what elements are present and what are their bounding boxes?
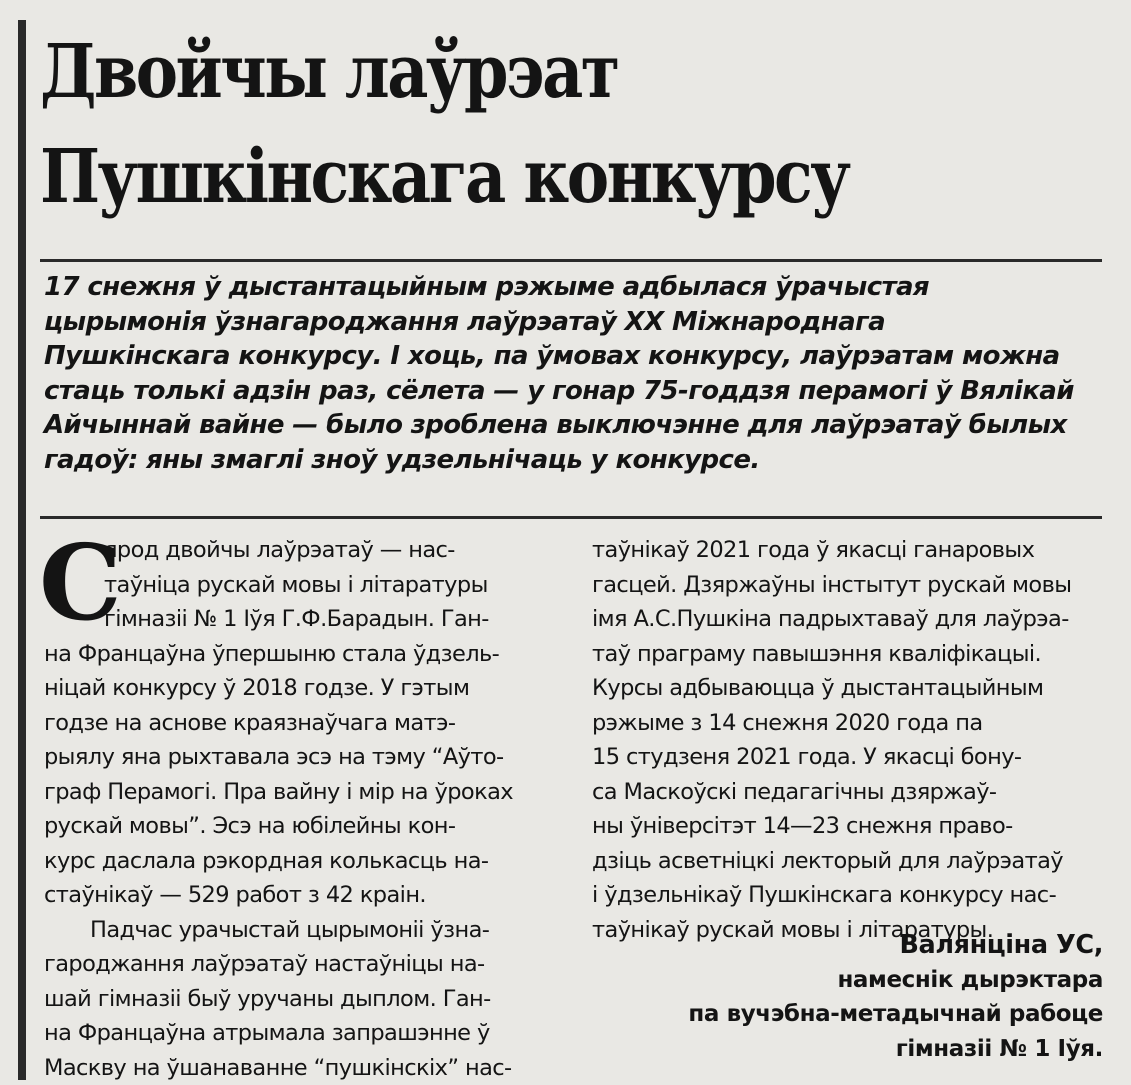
- body-line: Курсы адбываюцца ў дыстантацыйным: [592, 671, 1104, 706]
- body-line: таўніца рускай мовы і літаратуры: [44, 568, 564, 603]
- body-line: ніцай конкурсу ў 2018 годзе. У гэтым: [44, 671, 564, 706]
- body-line: 15 студзеня 2021 года. У якасці бону-: [592, 740, 1104, 775]
- author-name: Валянціна УС,: [688, 928, 1103, 963]
- body-line: дзіць асветніцкі лекторый для лаўрэатаў: [592, 844, 1104, 879]
- author-role: па вучэбна-метадычнай рабоце: [688, 997, 1103, 1032]
- body-line: таўнікаў 2021 года ў якасці ганаровых: [592, 533, 1104, 568]
- body-line: Падчас урачыстай цырымоніі ўзна-: [44, 913, 564, 948]
- body-column-right: [592, 533, 1104, 947]
- divider-top: [40, 259, 1102, 262]
- body-line: рускай мовы”. Эсэ на юбілейны кон-: [44, 809, 564, 844]
- body-line: ны ўніверсітэт 14—23 снежня право-: [592, 809, 1104, 844]
- body-line: таўнікаў рускай мовы і літаратуры.: [592, 913, 1104, 948]
- body-line: таў праграму павышэння кваліфікацыі.: [592, 637, 1104, 672]
- body-line: Маскву на ўшанаванне “пушкінскіх” нас-: [44, 1051, 564, 1085]
- body-line: граф Перамогі. Пра вайну і мір на ўроках: [44, 775, 564, 810]
- divider-bottom: [40, 516, 1102, 519]
- body-column-left: [44, 533, 564, 1085]
- author-role: гімназіі № 1 Іўя.: [688, 1032, 1103, 1067]
- lead-line: цырымонія ўзнагароджання лаўрэатаў XX Міжнароднага: [44, 305, 1104, 340]
- lead-paragraph: [44, 270, 1104, 477]
- lead-line: Пушкінскага конкурсу. І хоць, па ўмовах конкурсу, лаўрэатам можна: [44, 339, 1104, 374]
- column-rule: [18, 20, 26, 1080]
- headline: [40, 20, 762, 230]
- body-line: на Францаўна ўпершыню стала ўдзель-: [44, 637, 564, 672]
- lead-line: Айчыннай вайне — было зроблена выключэнне для лаўрэатаў былых: [44, 408, 1104, 443]
- lead-line: 17 снежня ў дыстантацыйным рэжыме адбылася ўрачыстая: [44, 270, 1104, 305]
- body-line: гасцей. Дзяржаўны інстытут рускай мовы: [592, 568, 1104, 603]
- author-signature: [688, 928, 1103, 1066]
- body-line: стаўнікаў — 529 работ з 42 краін.: [44, 878, 564, 913]
- body-line: гімназіі № 1 Іўя Г.Ф.Барадын. Ган-: [44, 602, 564, 637]
- body-line: шай гімназіі быў уручаны дыплом. Ган-: [44, 982, 564, 1017]
- author-role: намеснік дырэктара: [688, 963, 1103, 998]
- headline-line-1: Двойчы лаўрэат: [40, 20, 762, 125]
- lead-line: гадоў: яны змаглі зноў удзельнічаць у конкурсе.: [44, 443, 1104, 478]
- body-line: гароджання лаўрэатаў настаўніцы на-: [44, 947, 564, 982]
- body-line: на Францаўна атрымала запрашэнне ў: [44, 1016, 564, 1051]
- drop-cap: С: [39, 533, 121, 633]
- body-line: ярод двойчы лаўрэатаў — нас-: [44, 533, 564, 568]
- body-line: імя А.С.Пушкіна падрыхтаваў для лаўрэа-: [592, 602, 1104, 637]
- body-line: годзе на аснове краязнаўчага матэ-: [44, 706, 564, 741]
- headline-line-2: Пушкінскага конкурсу: [40, 125, 762, 230]
- lead-line: стаць толькі адзін раз, сёлета — у гонар 75-годдзя перамогі ў Вялікай: [44, 374, 1104, 409]
- body-line: і ўдзельнікаў Пушкінскага конкурсу нас-: [592, 878, 1104, 913]
- body-line: рэжыме з 14 снежня 2020 года па: [592, 706, 1104, 741]
- body-line: курс даслала рэкордная колькасць на-: [44, 844, 564, 879]
- body-line: рыялу яна рыхтавала эсэ на тэму “Аўто-: [44, 740, 564, 775]
- body-line: са Маскоўскі педагагічны дзяржаў-: [592, 775, 1104, 810]
